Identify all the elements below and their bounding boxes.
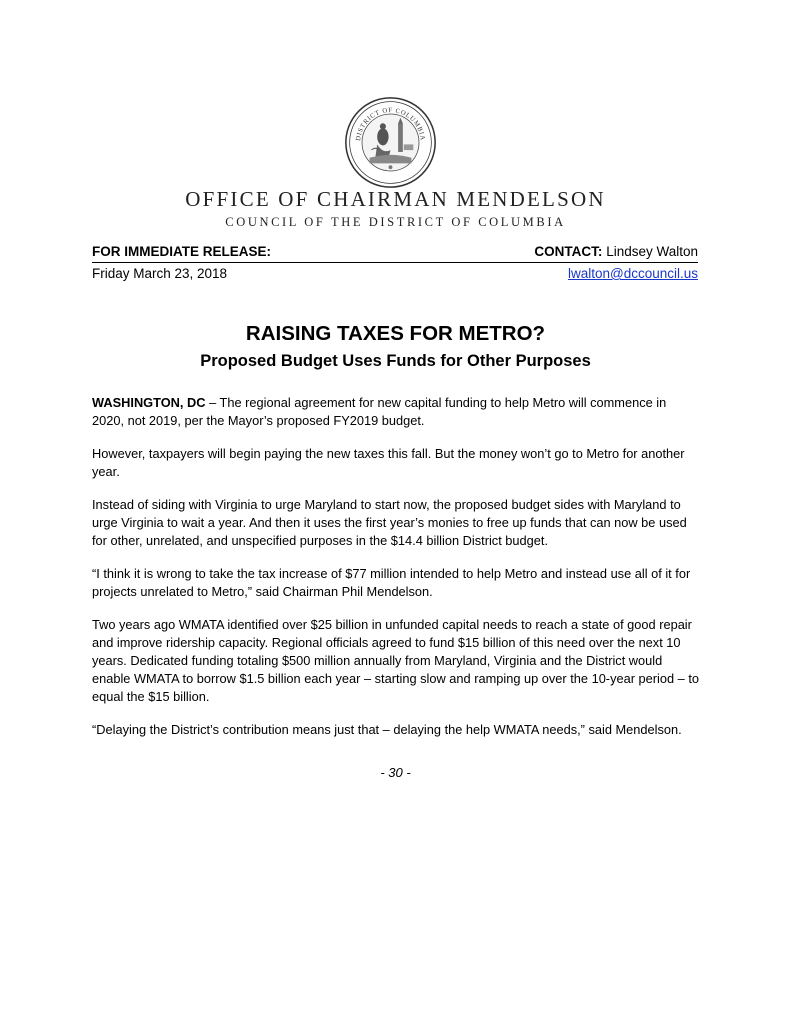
paragraph-4: “I think it is wrong to take the tax increase of $77 million intended to help Metro and instead use all of it for projects unrelated to Metro,” said Chairman Phil Mendelson.	[92, 566, 691, 599]
contact-label: CONTACT:	[534, 244, 603, 259]
seal-text: DISTRICT OF COLUMBIA	[355, 107, 426, 142]
paragraph-6: “Delaying the District’s contribution means just that – delaying the help WMATA needs,” said Mendelson.	[92, 722, 682, 737]
header-divider	[92, 262, 698, 263]
headline: RAISING TAXES FOR METRO?	[245, 322, 546, 345]
article-body	[92, 394, 700, 754]
contact-line	[534, 244, 698, 259]
paragraph-5: Two years ago WMATA identified over $25 billion in unfunded capital needs to reach a state of good repair and improve ridership capacity. Regional officials agreed to fund $15 billion of this need over the next 10 years. Dedicated funding totaling $500 million annually from Maryland, Virginia and the District would enable WMATA to borrow $1.5 billion each year – starting slow and ramping up over the 10-year period – to equal the $15 billion.	[92, 617, 699, 704]
release-date: Friday March 23, 2018	[92, 266, 228, 281]
paragraph-1-text: – The regional agreement for new capital funding to help Metro will commence in 2020, not 2019, per the Mayor’s proposed FY2019 budget.	[92, 395, 667, 428]
subheadline: Proposed Budget Uses Funds for Other Purposes	[200, 352, 591, 370]
contact-email-link[interactable]: lwalton@dccouncil.us	[567, 266, 698, 281]
release-label: FOR IMMEDIATE RELEASE:	[92, 244, 272, 259]
dateline: WASHINGTON, DC	[92, 395, 206, 410]
office-title: OFFICE OF CHAIRMAN MENDELSON	[185, 187, 606, 211]
paragraph-1	[92, 394, 700, 430]
end-marker: - 30 -	[380, 765, 411, 780]
district-seal-logo	[343, 95, 438, 190]
office-subtitle: COUNCIL OF THE DISTRICT OF COLUMBIA	[225, 215, 566, 229]
paragraph-3: Instead of siding with Virginia to urge Maryland to start now, the proposed budget sides with Maryland to urge Virginia to wait a year. And then it uses the first year’s monies to free up funds that can now be used for other, unrelated, and unspecified purposes in the $14.4 billion District budget.	[92, 497, 687, 548]
contact-name: Lindsey Walton	[606, 244, 698, 259]
paragraph-2: However, taxpayers will begin paying the new taxes this fall. But the money won’t go to Metro for another year.	[92, 446, 685, 479]
